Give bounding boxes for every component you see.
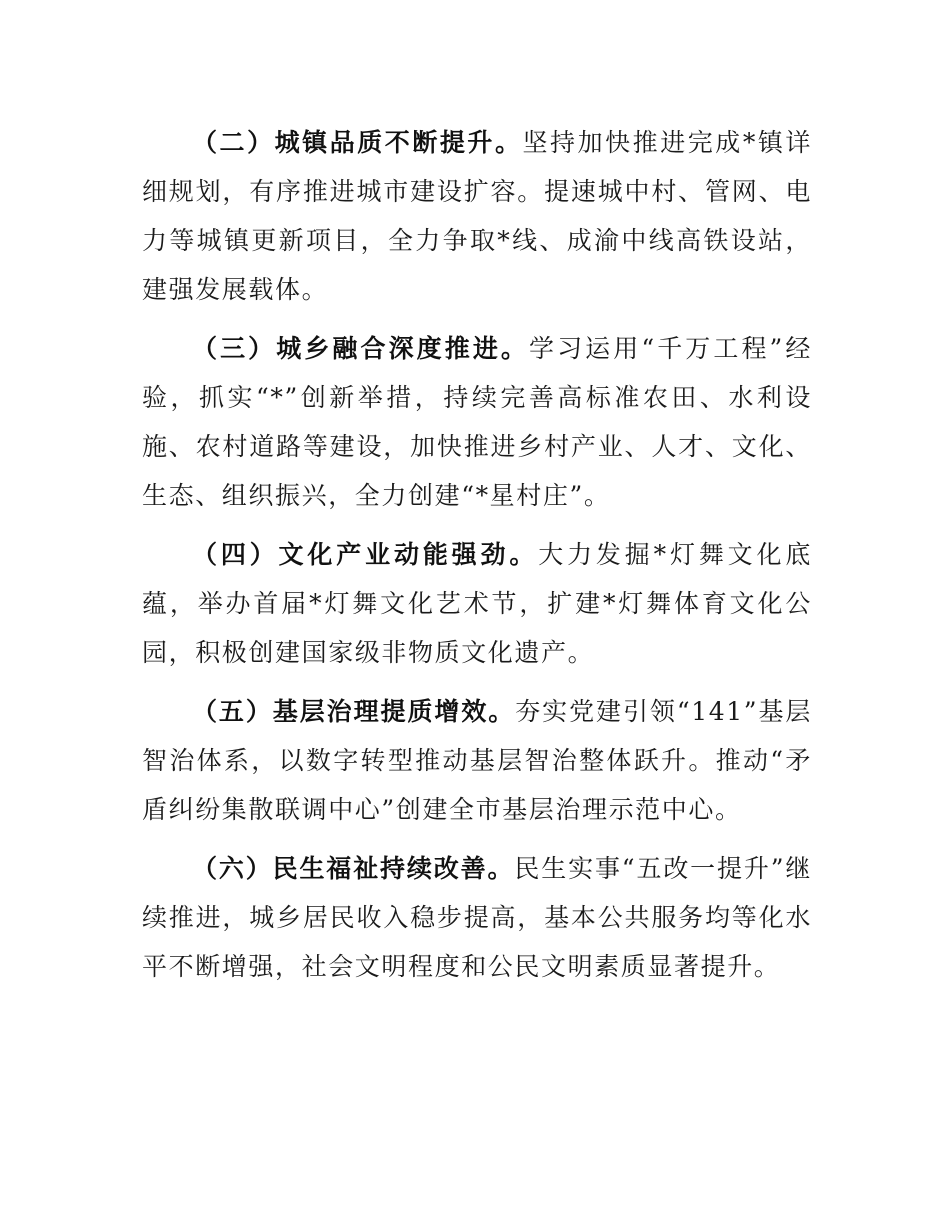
paragraph-text: 夯实党建引领“141”基层智治体系，以数字转型推动基层智治整体跃升。推动“矛盾纠纷集散联调中心”创建全市基层治理示范中心。 xyxy=(142,697,812,824)
paragraph-text: 民生实事“五改一提升”继续推进，城乡居民收入稳步提高，基本公共服务均等化水平不断增强，社会文明程度和公民文明素质显著提升。 xyxy=(142,854,813,981)
paragraph-text: 大力发掘*灯舞文化底蕴，举办首届*灯舞文化艺术节，扩建*灯舞体育文化公园，积极创建国家级非物质文化遗产。 xyxy=(142,540,812,667)
paragraph-livelihood xyxy=(142,844,812,991)
paragraph-heading: （二）城镇品质不断提升。 xyxy=(192,128,523,157)
paragraph-heading: （三）城乡融合深度推进。 xyxy=(192,334,529,363)
paragraph-text: 学习运用“千万工程”经验，抓实“*”创新举措，持续完善高标准农田、水利设施、农村道路等建设，加快推进乡村产业、人才、文化、生态、组织振兴，全力创建“*星村庄”。 xyxy=(142,334,812,510)
paragraph-urban-quality xyxy=(142,118,812,314)
paragraph-heading: （六）民生福祉持续改善。 xyxy=(192,854,515,883)
paragraph-grassroots-governance xyxy=(142,687,812,834)
paragraph-cultural-industry xyxy=(142,530,812,677)
paragraph-heading: （五）基层治理提质增效。 xyxy=(192,697,516,726)
paragraph-text: 坚持加快推进完成*镇详细规划，有序推进城市建设扩容。提速城中村、管网、电力等城镇更新项目，全力争取*线、成渝中线高铁设站，建强发展载体。 xyxy=(142,128,813,304)
paragraph-heading: （四）文化产业动能强劲。 xyxy=(192,540,539,569)
document-body xyxy=(142,118,812,1001)
paragraph-urban-rural-integration xyxy=(142,324,812,520)
